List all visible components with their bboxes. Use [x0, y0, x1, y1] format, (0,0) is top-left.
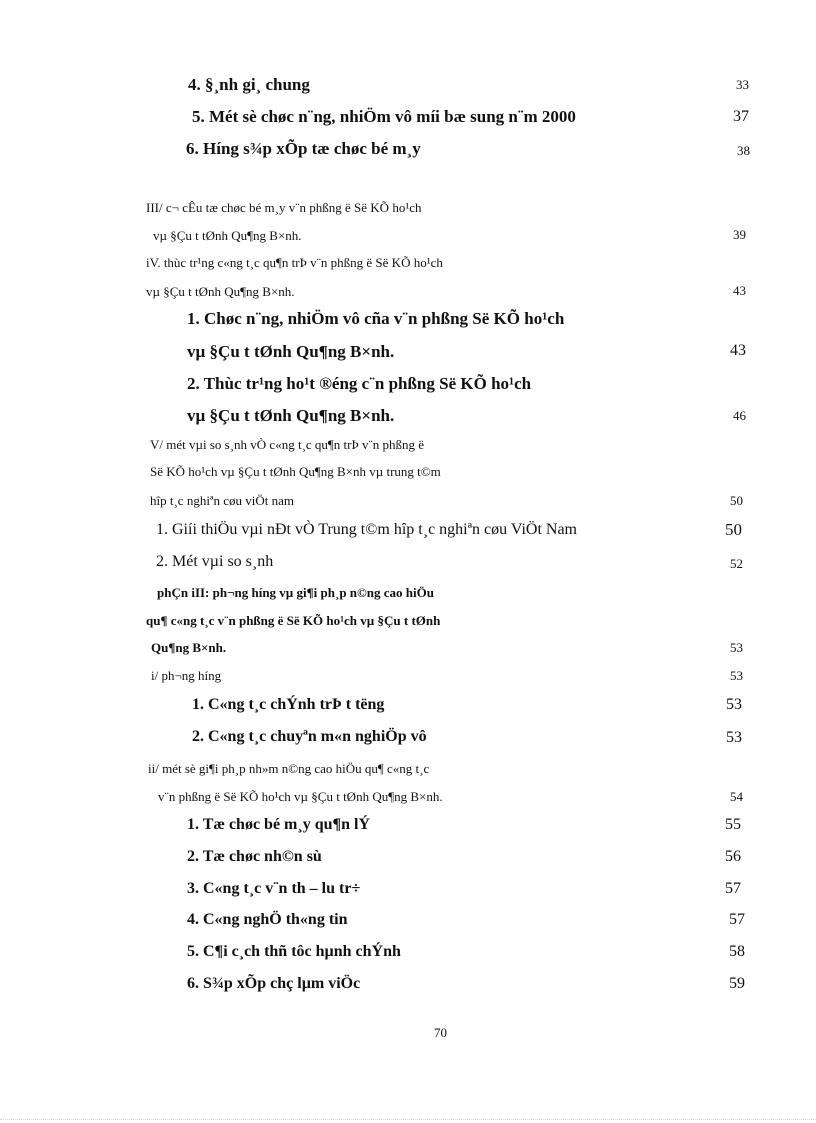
toc-entry-page: 37: [733, 108, 749, 125]
toc-entry-text: V/ mét vµi so s¸nh vÒ c«ng t¸c qu¶n trÞ v¨n phßng ë: [150, 437, 425, 452]
toc-entry-text: iV. thùc tr¹ng c«ng t¸c qu¶n trÞ v¨n phßng ë Së KÕ ho¹ch: [146, 255, 443, 270]
toc-entry-page: 53: [726, 729, 742, 746]
toc-entry-page: 56: [725, 848, 741, 865]
toc-entry-text: 2. Mét vµi so s¸nh: [156, 553, 274, 570]
toc-entry-page: 46: [733, 408, 746, 423]
toc-entry-text: vµ §Çu t tØnh Qu¶ng B×nh.: [187, 406, 395, 425]
toc-entry-page: 55: [725, 816, 741, 833]
toc-entry-text: i/ ph¬ng híng: [151, 668, 222, 683]
toc-entry-text: 2. Thùc tr¹ng ho¹t ®éng c¨n phßng Së KÕ ho¹ch: [187, 374, 532, 393]
toc-entry-text: Së KÕ ho¹ch vµ §Çu t tØnh Qu¶ng B×nh vµ trung t©m: [150, 464, 441, 479]
toc-entry-text: 2. C«ng t¸c chuyªn m«n nghiÖp vô: [192, 728, 427, 745]
toc-entry-text: 4. §¸nh gi¸ chung: [188, 75, 310, 94]
toc-entry-page: 53: [726, 696, 742, 713]
toc-entry-text: vµ §Çu t tØnh Qu¶ng B×nh.: [153, 228, 302, 243]
toc-entry-text: 3. C«ng t¸c v¨n th – lu tr÷: [187, 880, 361, 897]
toc-entry-text: hîp t¸c nghiªn cøu viÖt nam: [150, 493, 295, 508]
toc-entry-page: 53: [730, 640, 743, 655]
toc-entry-text: 4. C«ng nghÖ th«ng tin: [187, 911, 348, 928]
toc-entry-page: 43: [730, 342, 746, 359]
toc-entry-text: 1. Giíi thiÖu vµi nÐt vÒ Trung t©m hîp t¸c nghiªn cøu ViÖt Nam: [156, 521, 577, 538]
page-number: 70: [434, 1025, 447, 1040]
toc-entry-page: 58: [729, 943, 745, 960]
toc-entry-page: 38: [737, 143, 750, 158]
toc-entry-text: vµ §Çu t tØnh Qu¶ng B×nh.: [146, 284, 295, 299]
bottom-dotted-rule: [0, 1119, 816, 1120]
toc-entry-text: phÇn iII: ph¬ng híng vµ gi¶i ph¸p n©ng cao hiÖu: [157, 585, 434, 600]
toc-entry-text: 1. C«ng t¸c chÝnh trÞ t tëng: [192, 696, 385, 713]
toc-entry-text: 5. Mét sè chøc n¨ng, nhiÖm vô míi bæ sung n¨m 2000: [192, 107, 576, 126]
toc-entry-text: Qu¶ng B×nh.: [151, 640, 227, 655]
toc-entry-text: III/ c¬ cÊu tæ chøc bé m¸y v¨n phßng ë Së KÕ ho¹ch: [146, 200, 422, 215]
toc-entry-page: 39: [733, 227, 746, 242]
toc-entry-page: 50: [725, 520, 742, 539]
toc-entry-text: 6. S¾p xÕp chç lµm viÖc: [187, 975, 361, 992]
toc-entry-page: 53: [730, 668, 743, 683]
toc-entry-text: v¨n phßng ë Së KÕ ho¹ch vµ §Çu t tØnh Qu¶ng B×nh.: [158, 789, 443, 804]
toc-entry-text: 1. Tæ chøc bé m¸y qu¶n lÝ: [187, 816, 371, 833]
toc-entry-page: 52: [730, 556, 743, 571]
toc-entry-page: 33: [736, 77, 749, 92]
toc-entry-page: 59: [729, 975, 745, 992]
toc-entry-page: 57: [725, 880, 741, 897]
toc-entry-text: 6. Híng s¾p xÕp tæ chøc bé m¸y: [186, 139, 421, 158]
toc-entry-text: qu¶ c«ng t¸c v¨n phßng ë Së KÕ ho¹ch vµ §Çu t tØnh: [146, 613, 441, 628]
toc-entry-text: 2. Tæ chøc nh©n sù: [187, 848, 322, 865]
toc-entry-text: 5. C¶i c¸ch thñ tôc hµnh chÝnh: [187, 943, 401, 960]
toc-entry-text: ii/ mét sè gi¶i ph¸p nh»m n©ng cao hiÖu qu¶ c«ng t¸c: [148, 761, 430, 776]
toc-entry-page: 43: [733, 283, 746, 298]
toc-entry-page: 54: [730, 789, 743, 804]
toc-entry-page: 57: [729, 911, 745, 928]
toc-entry-text: 1. Chøc n¨ng, nhiÖm vô cña v¨n phßng Së KÕ ho¹ch: [187, 309, 565, 328]
toc-entry-page: 50: [730, 493, 743, 508]
toc-entry-text: vµ §Çu t tØnh Qu¶ng B×nh.: [187, 342, 395, 361]
